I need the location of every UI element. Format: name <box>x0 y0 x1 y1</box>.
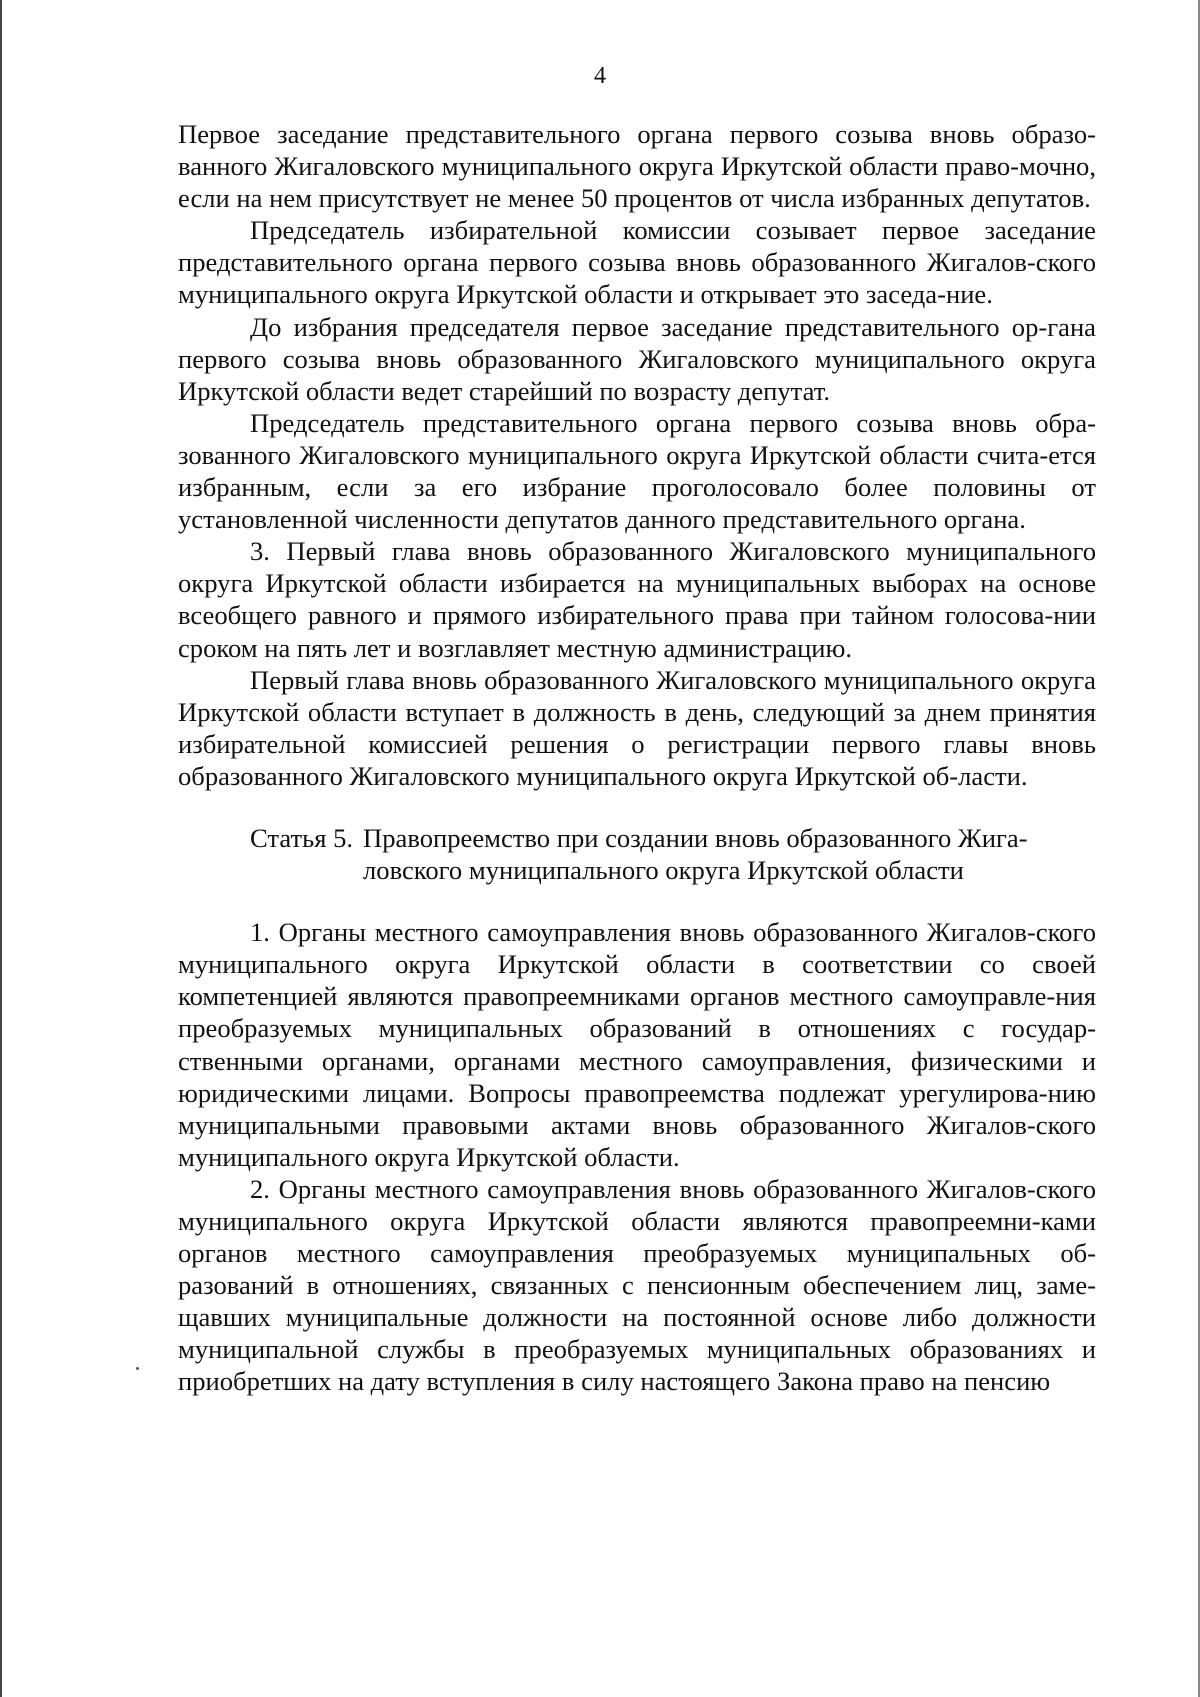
scan-left-edge <box>0 0 2 1697</box>
article-title: Правопреемство при создании вновь образованного Жига-ловского муниципального округа Иркутской области <box>363 822 1028 886</box>
article-heading <box>250 822 1096 886</box>
paragraph: Первое заседание представительного органа первого созыва вновь образо-ванного Жигаловского муниципального округа Иркутской области право-мочно, если на нем присутствует не менее 50 процентов от числа избранных депутатов. <box>178 119 1096 214</box>
article-label: Статья 5. <box>250 822 354 853</box>
paragraph: 1. Органы местного самоуправления вновь образованного Жигалов-ского муниципального округа Иркутской области в соответствии со своей компетенцией являются правопреемниками органов местного самоуправле-ния преобразуемых муниципальных образований в отношениях с государ-ственными органами, органами местного самоуправления, физическими и юридическими лицами. Вопросы правопреемства подлежат урегулирова-нию муниципальными правовыми актами вновь образованного Жигалов-ского муниципального округа Иркутской области. <box>178 917 1096 1172</box>
document-body <box>178 118 1096 1398</box>
scan-speck <box>136 1367 139 1370</box>
paragraph: Председатель избирательной комиссии созывает первое заседание представительного органа первого созыва вновь образованного Жигалов-ского муниципального округа Иркутской области и открывает это заседа-ние. <box>178 215 1096 310</box>
paragraph: 3. Первый глава вновь образованного Жигаловского муниципального округа Иркутской области избирается на муниципальных выборах на основе всеобщего равного и прямого избирательного права при тайном голосова-нии сроком на пять лет и возглавляет местную администрацию. <box>178 536 1096 663</box>
paragraph: Председатель представительного органа первого созыва вновь обра-зованного Жигаловского муниципального округа Иркутской области счита-ется избранным, если за его избрание проголосовало более половины от установленной численности депутатов данного представительного органа. <box>178 407 1096 535</box>
paragraph: До избрания председателя первое заседание представительного ор-гана первого созыва вновь образованного Жигаловского муниципального округа Иркутской области ведет старейший по возрасту депутат. <box>178 311 1096 406</box>
paragraph: Первый глава вновь образованного Жигаловского муниципального округа Иркутской области вступает в должность в день, следующий за днем принятия избирательной комиссией решения о регистрации первого главы вновь образованного Жигаловского муниципального округа Иркутской об-ласти. <box>178 664 1096 791</box>
page-number: 4 <box>594 63 606 89</box>
paragraph: 2. Органы местного самоуправления вновь образованного Жигалов-ского муниципального округа Иркутской области являются правопреемни-ками органов местного самоуправления преобразуемых муниципальных об-разований в отношениях, связанных с пенсионным обеспечением лиц, заме-щавших муниципальные должности на постоянной основе либо должности муниципальной службы в преобразуемых муниципальных образованиях и приобретших на дату вступления в силу настоящего Закона право на пенсию <box>178 1173 1096 1397</box>
